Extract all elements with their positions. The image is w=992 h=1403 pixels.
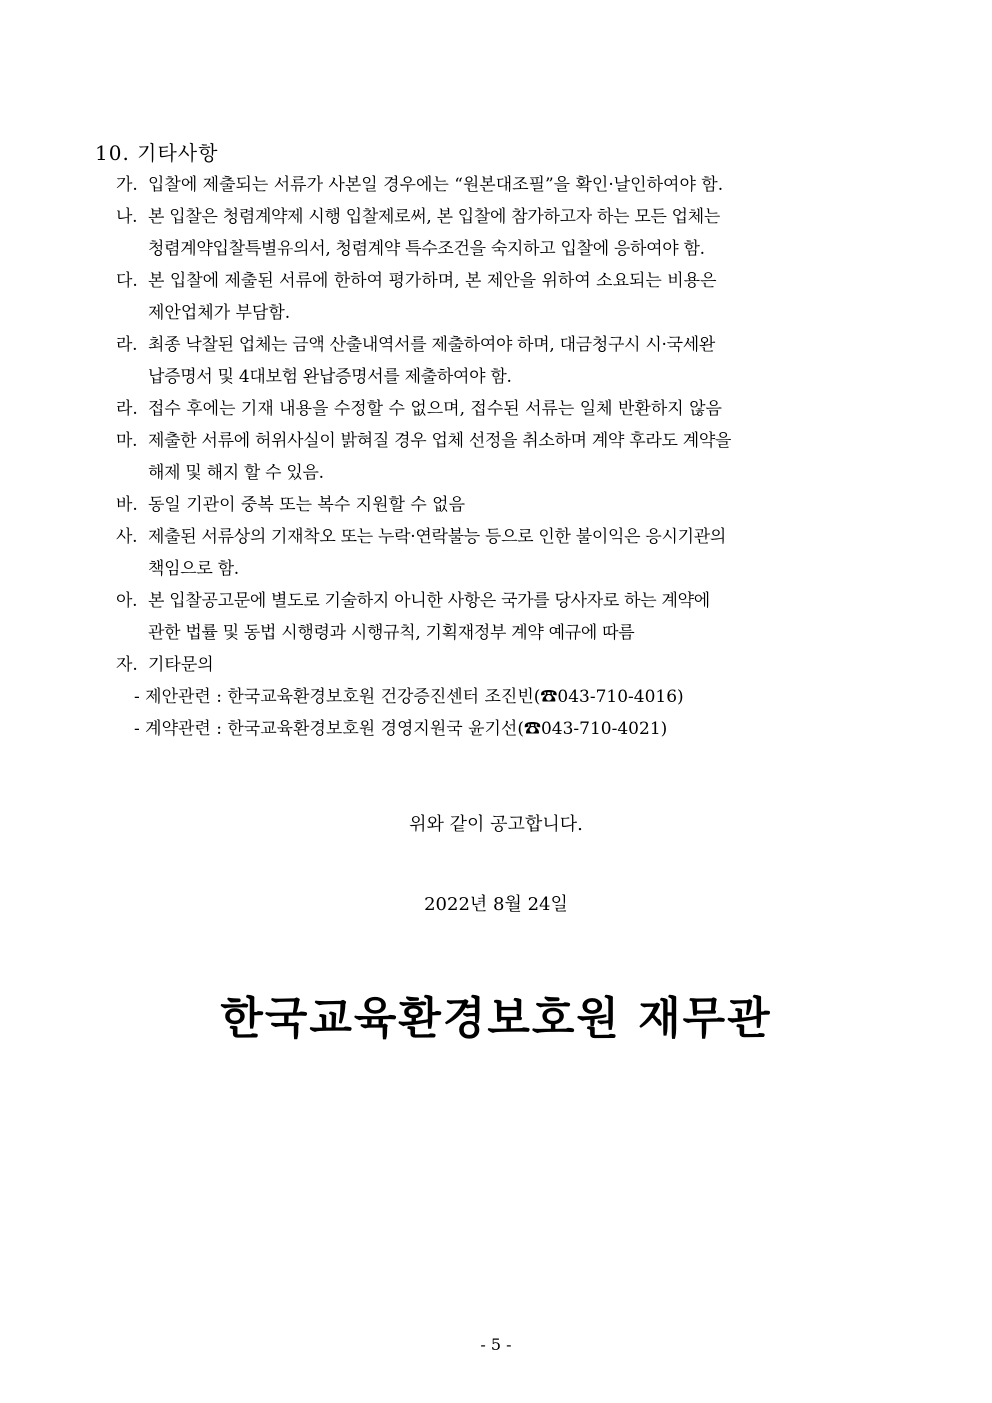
item-label: 바. xyxy=(116,495,138,515)
list-item xyxy=(116,425,900,489)
item-text: 입찰에 제출되는 서류가 사본일 경우에는 “원본대조필”을 확인·날인하여야 함. xyxy=(148,175,724,195)
item-text: 본 입찰은 청렴계약제 시행 입찰제로써, 본 입찰에 참가하고자 하는 모든 업체는 xyxy=(148,207,721,227)
section-title: 10. 기타사항 xyxy=(95,141,219,165)
item-text-continued: 관한 법률 및 동법 시행령과 시행규칙, 기획재정부 계약 예규에 따름 xyxy=(148,623,635,643)
closing-notice: 위와 같이 공고합니다. xyxy=(409,814,583,835)
item-text: 최종 낙찰된 업체는 금액 산출내역서를 제출하여야 하며, 대금청구시 시·국세완 xyxy=(148,335,715,355)
notice-date: 2022년 8월 24일 xyxy=(424,894,568,915)
list-item xyxy=(116,329,900,393)
list-item xyxy=(116,265,900,329)
list-item xyxy=(116,393,900,425)
item-text-continued: 청렴계약입찰특별유의서, 청렴계약 특수조건을 숙지하고 입찰에 응하여야 함. xyxy=(148,239,705,259)
item-label: 아. xyxy=(116,591,138,611)
item-label: 라. xyxy=(116,399,138,419)
list-item xyxy=(116,169,900,201)
item-label: 자. xyxy=(116,655,138,675)
item-text: 동일 기관이 중복 또는 복수 지원할 수 없음 xyxy=(148,495,466,515)
items-list xyxy=(116,169,900,745)
list-item xyxy=(116,521,900,585)
item-text-continued: 납증명서 및 4대보험 완납증명서를 제출하여야 함. xyxy=(148,367,512,387)
item-text: 본 입찰에 제출된 서류에 한하여 평가하며, 본 제안을 위하여 소요되는 비용은 xyxy=(148,271,717,291)
item-text: 본 입찰공고문에 별도로 기술하지 아니한 사항은 국가를 당사자로 하는 계약에 xyxy=(148,591,710,611)
contact-contract: - 계약관련 : 한국교육환경보호원 경영지원국 윤기선(☎043-710-4021) xyxy=(134,719,668,739)
item-label: 나. xyxy=(116,207,138,227)
item-label: 가. xyxy=(116,175,138,195)
item-text: 기타문의 xyxy=(148,655,214,675)
item-label: 다. xyxy=(116,271,138,291)
issuer-signature: 한국교육환경보호원 재무관 xyxy=(220,993,772,1044)
item-text: 제출한 서류에 허위사실이 밝혀질 경우 업체 선정을 취소하며 계약 후라도 계약을 xyxy=(148,431,732,451)
list-item xyxy=(116,201,900,265)
list-item xyxy=(116,649,900,681)
item-text-continued: 해제 및 해지 할 수 있음. xyxy=(148,463,324,483)
item-text-continued: 책임으로 함. xyxy=(148,559,239,579)
page-number: - 5 - xyxy=(480,1335,512,1354)
item-text: 제출된 서류상의 기재착오 또는 누락·연락불능 등으로 인한 불이익은 응시기관의 xyxy=(148,527,726,547)
contact-proposal: - 제안관련 : 한국교육환경보호원 건강증진센터 조진빈(☎043-710-4016) xyxy=(134,687,684,707)
item-label: 마. xyxy=(116,431,138,451)
item-label: 라. xyxy=(116,335,138,355)
list-item xyxy=(116,489,900,521)
list-item xyxy=(116,585,900,649)
item-text-continued: 제안업체가 부담함. xyxy=(148,303,291,323)
item-text: 접수 후에는 기재 내용을 수정할 수 없으며, 접수된 서류는 일체 반환하지 않음 xyxy=(148,399,722,419)
item-label: 사. xyxy=(116,527,138,547)
